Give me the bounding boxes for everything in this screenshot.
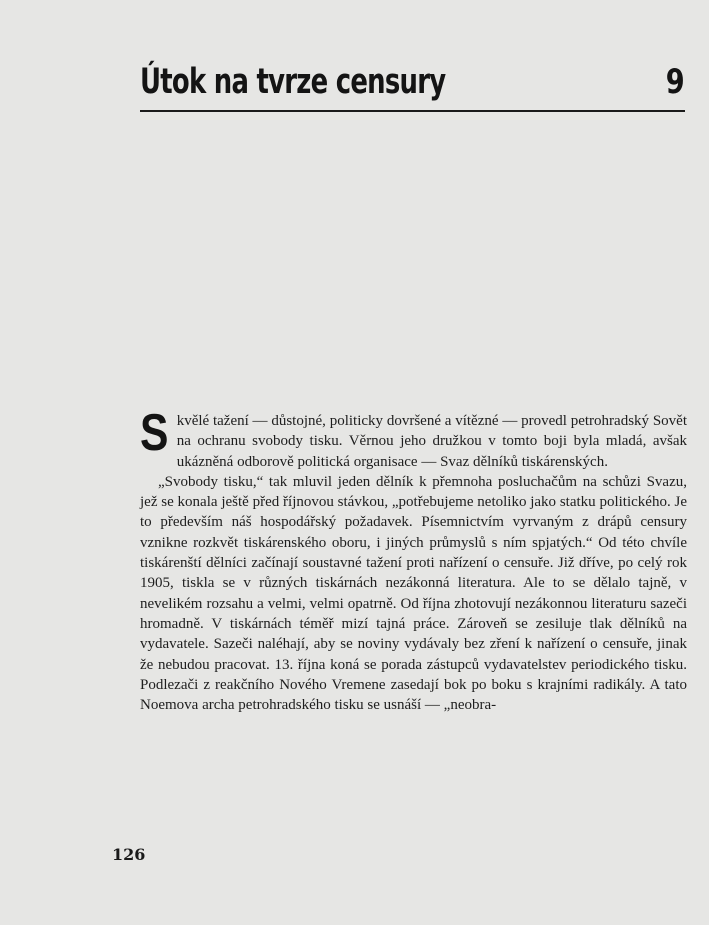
drop-cap: S [140,404,169,462]
chapter-header [140,58,685,112]
paragraph-1-text: kvělé tažení — důstojné, politicky dovršené a vítězné — provedl petrohradský Sovět na ochranu svobody tisku. Věrnou jeho družkou v tomto boji byla mladá, avšak ukázněná odborově politická organisace — Svaz dělníků tiskárenských. [176,413,687,470]
chapter-number: 9 [666,62,685,102]
article-body [140,404,687,715]
chapter-title: Útok na tvrze censury [140,62,446,102]
paragraph-2: „Svobody tisku,“ tak mluvil jeden dělník k přemnoha posluchačům na schůzi Svazu, jež se konala ještě před říjnovou stávkou, „potřebujeme netoliko jako statku politického. Je to především náš hospodářský požadavek. Písemnictvím vyrvaným z drápů censury vznikne rozkvět tiskárenského oboru, i jiných průmyslů s ním spjatých.“ Od této chvíle tiskárenští dělníci začínají soustavné tažení proti nařízení o censuře. Již dříve, po celý rok 1905, tiskla se v různých tiskárnách nezákonná literatura. Ale to se dělalo tajně, v nevelikém rozsahu a velmi, velmi opatrně. Od října zhotovují nezákonnou literaturu sazeči hromadně. V tiskárnách téměř mizí tajná práce. Zároveň se zesiluje tlak dělníků na vydavatele. Sazeči naléhají, aby se noviny vydávaly bez zření k nařízení o censuře, jinak že nebudou pracovat. 13. října koná se porada zástupců vydavatelstev periodického tisku. Podlezači z reakčního Nového Vremene zasedají bok po boku s krajními radikály. A tato Noemova archa petrohradského tisku se usnáší — „neobra- [140,473,687,714]
page-number: 126 [112,845,146,864]
paragraph-1 [140,404,687,472]
